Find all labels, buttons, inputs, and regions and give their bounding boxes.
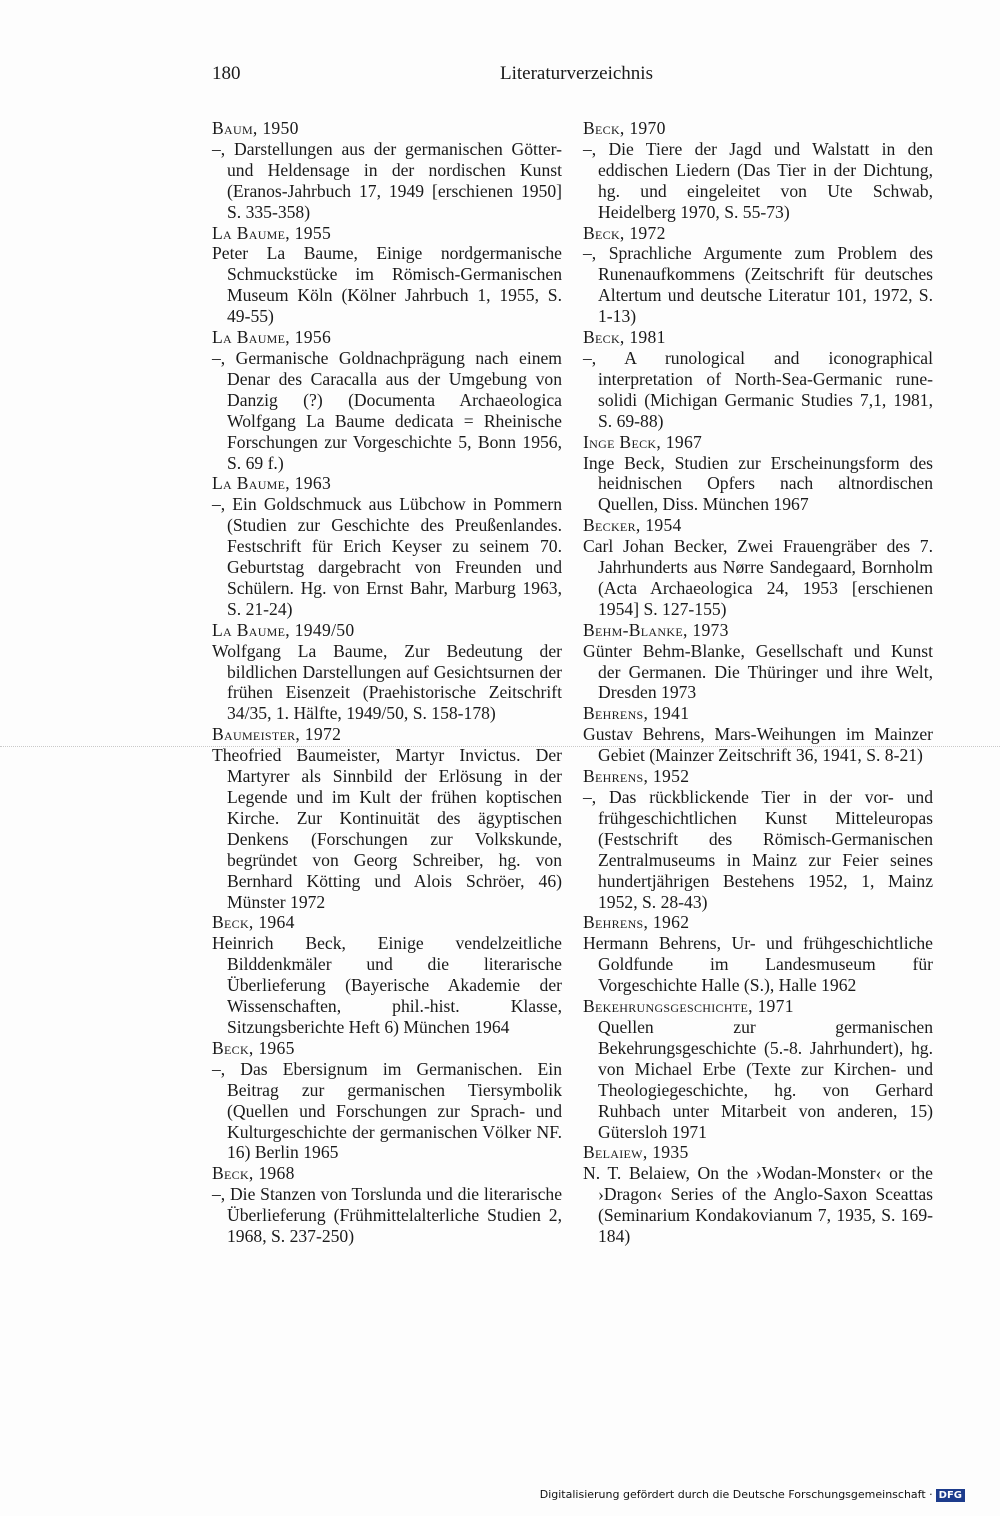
entry-citation: Carl Johan Becker, Zwei Frauengräber des 7. Jahrhunderts aus Nørre Sandegaard, Bornholm (Acta Archaeologica 24, 1953 [erschienen 1954] S. 127-155): [583, 536, 933, 619]
entry-heading: Becker, 1954: [583, 515, 682, 536]
bibliography-entry: [583, 766, 933, 912]
entry-citation: Heinrich Beck, Einige vendelzeitliche Bilddenkmäler und die literarische Überlieferung (Bayerische Akademie der Wissenschaften, phil.-hist. Klasse, Sitzungsberichte Heft 6) München 1964: [212, 933, 562, 1037]
entry-heading: Inge Beck, 1967: [583, 431, 703, 452]
bibliography-entry: [212, 223, 562, 328]
entry-citation: –, Das Ebersignum im Germanischen. Ein Beitrag zur germanischen Tiersymbolik (Quellen und Forschungen zur Sprach- und Kulturgeschichte der germanischen Völker NF. 16) Berlin 1965: [212, 1058, 562, 1163]
entry-citation: –, Ein Goldschmuck aus Lübchow in Pommern (Studien zur Geschichte des Preußenlandes. Festschrift für Erich Keyser zu seinem 70. Geburtstag dargebracht von Freunden und Schülern. Hg. von Ernst Bahr, Marburg 1963, S. 21-24): [212, 494, 562, 619]
entry-heading: Belaiew, 1935: [583, 1142, 689, 1163]
entry-heading: Beck, 1965: [212, 1037, 295, 1058]
entry-citation: Quellen zur germanischen Bekehrungsgeschichte (5.-8. Jahrhundert), hg. von Michael Erbe (Texte zur Kirchen- und Theologiegeschichte, hg. von Gerhard Ruhbach unter Mitarbeit von anderen, 15) Gütersloh 1971: [598, 1016, 933, 1142]
entry-heading: La Baume, 1949/50: [212, 619, 355, 640]
entry-citation: Gustav Behrens, Mars-Weihungen im Mainzer Gebiet (Mainzer Zeitschrift 36, 1941, S. 8-21): [583, 724, 933, 766]
entry-citation: –, Darstellungen aus der germanischen Götter- und Heldensage in der nordischen Kunst (Eranos-Jahrbuch 17, 1949 [erschienen 1950] S. 335-358): [212, 138, 562, 222]
bibliography-entry: [583, 118, 933, 223]
right-column: [583, 118, 933, 1247]
bibliography-entry: [212, 1038, 562, 1163]
bibliography-entry: [212, 620, 562, 725]
bibliography-entry: [583, 223, 933, 328]
entry-heading: Beck, 1981: [583, 327, 666, 348]
bibliography-entry: [212, 473, 562, 619]
entry-heading: Behm-Blanke, 1973: [583, 619, 729, 640]
bibliography-entry: [583, 620, 933, 704]
entry-citation: Wolfgang La Baume, Zur Bedeutung der bildlichen Darstellungen auf Gesichtsurnen der frühen Eisenzeit (Praehistorische Zeitschrift 34/35, 1. Hälfte, 1949/50, S. 158-178): [212, 640, 562, 724]
bibliography-entry: [212, 327, 562, 473]
entry-citation: –, Germanische Goldnachprägung nach einem Denar des Caracalla aus der Umgebung von Danzig (?) (Documenta Archaeologica Wolfgang La Baume dedicata = Rheinische Forschungen zur Vorgeschichte 5, Bonn 1956, S. 69 f.): [212, 347, 562, 473]
entry-citation: Inge Beck, Studien zur Erscheinungsform des heidnischen Opfers nach altnordischen Quellen, Diss. München 1967: [583, 452, 933, 515]
entry-heading: Behrens, 1952: [583, 766, 690, 787]
entry-heading: Baumeister, 1972: [212, 724, 342, 745]
entry-heading: Behrens, 1962: [583, 912, 690, 933]
entry-citation: Hermann Behrens, Ur- und frühgeschichtliche Goldfunde im Landesmuseum für Vorgeschichte Halle (S.), Halle 1962: [583, 933, 933, 996]
entry-heading: Beck, 1972: [583, 222, 666, 243]
entry-heading: La Baume, 1955: [212, 222, 332, 243]
entry-citation: –, Sprachliche Argumente zum Problem des Runenaufkommens (Zeitschrift für deutsches Altertum und deutsche Literatur 101, 1972, S. 1-13): [583, 243, 933, 327]
scan-artifact-line: [0, 746, 1000, 747]
left-column: [212, 118, 562, 1247]
bibliography-entry: [583, 515, 933, 620]
entry-citation: N. T. Belaiew, On the ›Wodan-Monster‹ or the ›Dragon‹ Series of the Anglo-Saxon Sceattas (Seminarium Kondakovianum 7, 1935, S. 169-184): [583, 1163, 933, 1247]
entry-citation: –, Die Tiere der Jagd und Walstatt in den eddischen Liedern (Das Tier in der Dichtung, hg. und eingeleitet von Ute Schwab, Heidelberg 1970, S. 55-73): [583, 138, 933, 222]
entry-citation: Peter La Baume, Einige nordgermanische Schmuckstücke im Römisch-Germanischen Museum Köln (Kölner Jahrbuch 1, 1955, S. 49-55): [212, 243, 562, 327]
bibliography-entry: [583, 432, 933, 516]
bibliography-entry: [212, 724, 562, 912]
credit-text: Digitalisierung gefördert durch die Deutsche Forschungsgemeinschaft ·: [539, 1488, 933, 1501]
entry-heading: Bekehrungsgeschichte, 1971: [583, 996, 794, 1017]
bibliography-entry: [583, 703, 933, 766]
bibliography-entry: [583, 996, 933, 1142]
entry-citation: –, Das rückblickende Tier in der vor- und frühgeschichtlichen Kunst Mitteleuropas (Festschrift des Römisch-Germanischen Zentralmuseums in Mainz zur Feier seines hundertjährigen Bestehens 1952, 1, Mainz 1952, S. 28-43): [583, 787, 933, 912]
entry-heading: Beck, 1964: [212, 912, 295, 933]
running-head: Literaturverzeichnis: [500, 63, 653, 84]
entry-citation: Theofried Baumeister, Martyr Invictus. Der Martyrer als Sinnbild der Erlösung in der Legende und im Kult der frühen koptischen Kirche. Zur Kontinuität des ägyptischen Denkens (Forschungen zur Volkskunde, begründet von Georg Schreiber, hg. von Bernhard Kötting und Alois Schröer, 46) Münster 1972: [212, 745, 562, 912]
entry-citation: Günter Behm-Blanke, Gesellschaft und Kunst der Germanen. Die Thüringer und ihre Welt, Dresden 1973: [583, 640, 933, 703]
entry-heading: La Baume, 1956: [212, 327, 332, 348]
entry-heading: Beck, 1968: [212, 1163, 295, 1184]
dfg-logo: DFG: [936, 1489, 965, 1502]
digitization-credit: [540, 1488, 965, 1502]
entry-citation: –, Die Stanzen von Torslunda und die literarische Überlieferung (Frühmittelalterliche Studien 2, 1968, S. 237-250): [212, 1184, 562, 1247]
bibliography-entry: [583, 912, 933, 996]
bibliography-entry: [212, 1163, 562, 1247]
bibliography-entry: [583, 1142, 933, 1247]
bibliography-entry: [212, 118, 562, 223]
page-number: 180: [212, 63, 241, 84]
entry-heading: Baum, 1950: [212, 118, 299, 138]
bibliography-entry: [583, 327, 933, 432]
entry-heading: Behrens, 1941: [583, 703, 690, 724]
bibliography-entry: [212, 912, 562, 1037]
entry-heading: La Baume, 1963: [212, 473, 332, 494]
entry-citation: –, A runological and iconographical interpretation of North-Sea-Germanic rune-solidi (Michigan Germanic Studies 7,1, 1981, S. 69-88): [583, 347, 933, 431]
entry-heading: Beck, 1970: [583, 118, 666, 138]
